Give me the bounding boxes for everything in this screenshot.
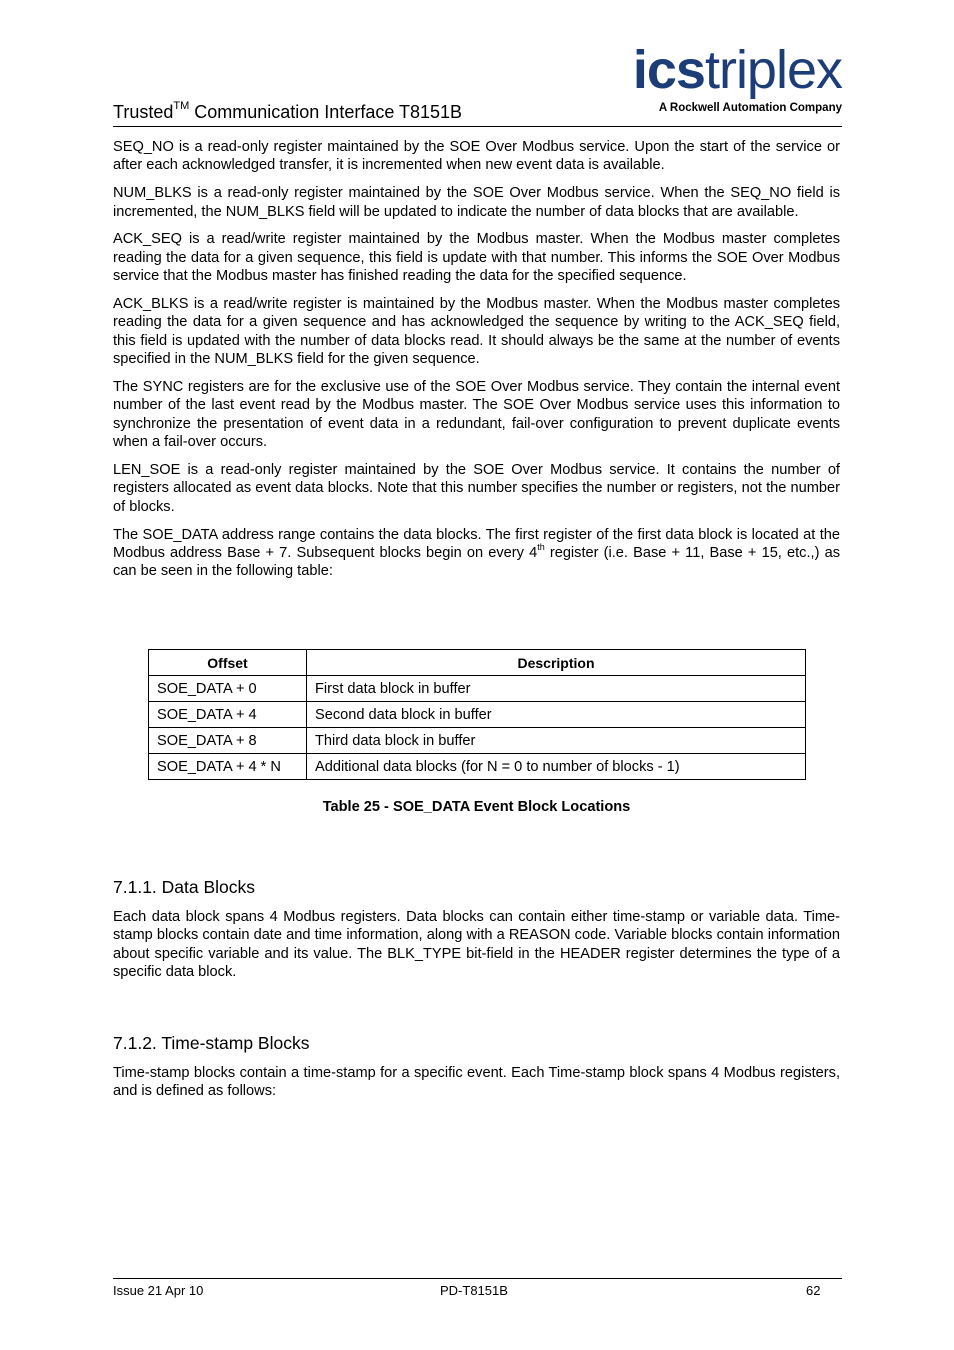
logo-tagline: A Rockwell Automation Company bbox=[658, 102, 842, 114]
paragraph-sync: The SYNC registers are for the exclusive use of the SOE Over Modbus service. They contain the internal event number of the last event read by the Modbus master. The SOE Over Modbus service uses this information to synchronize the presentation of event data in a redundant, fail-over configuration to prevent duplicate events when a fail-over occurs. bbox=[113, 379, 840, 451]
table-row bbox=[149, 676, 806, 702]
paragraph-ack-seq: ACK_SEQ is a read/write register maintained by the Modbus master. When the Modbus master completes reading the data for a given sequence, this field is update with that number. This informs the SOE Over Modbus service that the Modbus master has finished reading the data for the specified sequence. bbox=[113, 231, 840, 285]
paragraph-soe-data-part1: The SOE_DATA address range contains the data blocks. The first register of the first data block is located at the Modbus address Base + 7. Subsequent blocks begin on every 4 bbox=[113, 526, 840, 562]
title-prefix: Trusted bbox=[113, 102, 174, 122]
section-heading: 7.1.1. Data Blocks bbox=[113, 877, 256, 897]
description-cell: First data block in buffer bbox=[307, 676, 806, 702]
offset-cell: SOE_DATA + 8 bbox=[149, 728, 307, 754]
company-logo bbox=[612, 42, 842, 114]
title-suffix: Communication Interface T8151B bbox=[189, 102, 463, 122]
section-data-blocks bbox=[113, 876, 840, 982]
paragraph-ack-blks: ACK_BLKS is a read/write register is maintained by the Modbus master. When the Modbus master completes reading the data for a given sequence and has acknowledged the sequence by writing to the ACK_SEQ field, this field is updated with the number of data blocks read. It should always be the same at the number of events specified in the NUM_BLKS field for the given sequence. bbox=[113, 296, 840, 368]
paragraph-seq-no: SEQ_NO is a read-only register maintained by the SOE Over Modbus service. Upon the start of the service or after each acknowledged transfer, it is incremented when new event data is available. bbox=[113, 139, 840, 174]
document-title bbox=[113, 100, 462, 124]
offset-cell: SOE_DATA + 0 bbox=[149, 676, 307, 702]
table-row bbox=[149, 702, 806, 728]
logo-ics: ics bbox=[632, 40, 705, 100]
description-cell: Second data block in buffer bbox=[307, 702, 806, 728]
table-header-row bbox=[149, 650, 806, 676]
soe-data-table bbox=[148, 649, 806, 780]
footer-page-number: 62 bbox=[806, 1283, 821, 1298]
table-caption: Table 25 - SOE_DATA Event Block Locations bbox=[322, 799, 631, 815]
footer-divider bbox=[113, 1278, 842, 1279]
section-text: Each data block spans 4 Modbus registers. Data blocks can contain either time-stamp or variable data. Time-stamp blocks contain date and time information, along with a REASON code. Variable blocks contain information about specific variable and its value. The BLK_TYPE bit-field in the HEADER register determines the type of a specific data block. bbox=[113, 909, 840, 981]
footer-issue: Issue 21 Apr 10 bbox=[113, 1283, 204, 1298]
section-heading: 7.1.2. Time-stamp Blocks bbox=[113, 1033, 310, 1053]
section-time-stamp-blocks bbox=[113, 1032, 840, 1101]
section-text: Time-stamp blocks contain a time-stamp for a specific event. Each Time-stamp block spans 4 Modbus registers, and is defined as follows: bbox=[113, 1065, 840, 1100]
footer-doc-id: PD-T8151B bbox=[440, 1283, 508, 1298]
offset-cell: SOE_DATA + 4 bbox=[149, 702, 307, 728]
table-row bbox=[149, 754, 806, 780]
paragraph-len-soe: LEN_SOE is a read-only register maintained by the SOE Over Modbus service. It contains the number of registers allocated as event data blocks. Note that this number specifies the number or registers, not the number of blocks. bbox=[113, 462, 840, 515]
description-cell: Additional data blocks (for N = 0 to number of blocks - 1) bbox=[307, 754, 806, 780]
column-header-description: Description bbox=[307, 650, 806, 676]
description-cell: Third data block in buffer bbox=[307, 728, 806, 754]
paragraph-soe-data bbox=[113, 526, 840, 581]
offset-cell: SOE_DATA + 4 * N bbox=[149, 754, 307, 780]
logo-triplex: triplex bbox=[704, 40, 842, 100]
table-row bbox=[149, 728, 806, 754]
body-text bbox=[113, 138, 840, 590]
ordinal-suffix: th bbox=[537, 542, 545, 553]
trademark-mark: TM bbox=[173, 100, 190, 112]
column-header-offset: Offset bbox=[149, 650, 307, 676]
paragraph-soe-data-part2: register (i.e. Base + 11, Base + 15, etc.,) as can be seen in the following table: bbox=[113, 545, 840, 580]
header-divider bbox=[113, 126, 842, 127]
logo-wordmark bbox=[612, 42, 842, 98]
paragraph-num-blks: NUM_BLKS is a read-only register maintained by the SOE Over Modbus service. When the SEQ_NO field is incremented, the NUM_BLKS field will be updated to indicate the number of data blocks that are available. bbox=[113, 185, 840, 220]
